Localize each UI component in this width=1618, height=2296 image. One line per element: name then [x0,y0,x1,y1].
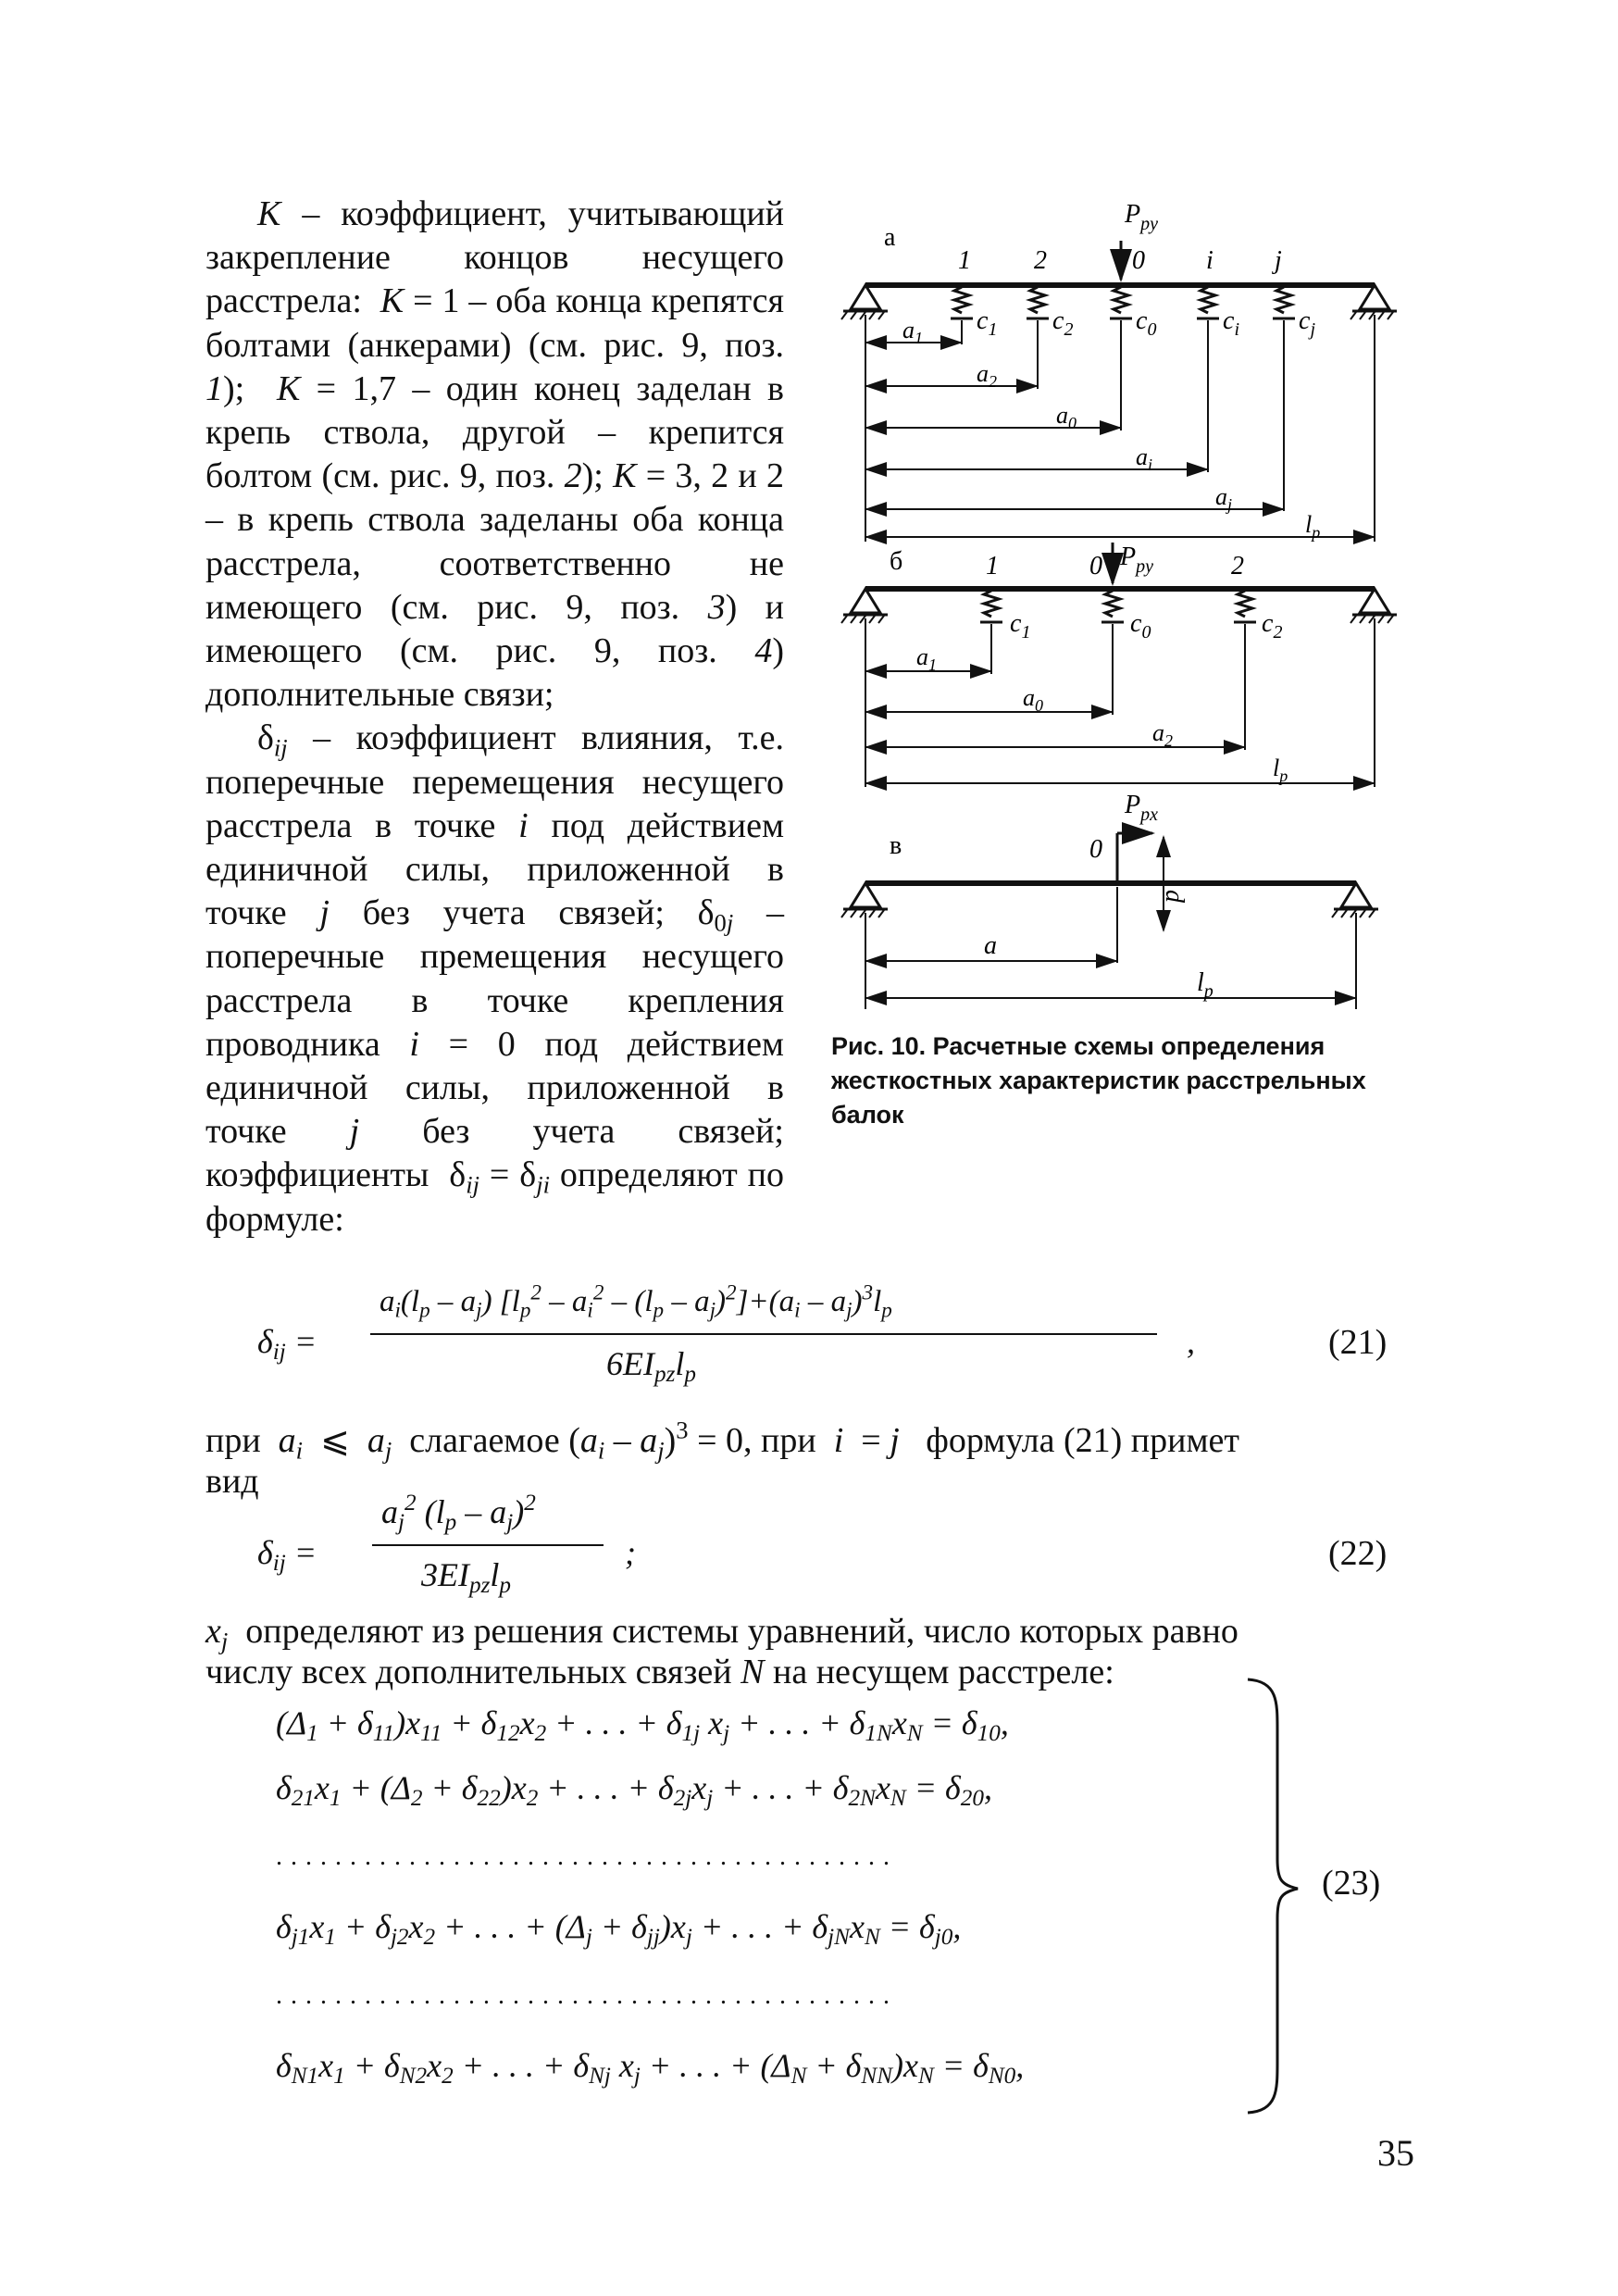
scheme-c [841,791,1378,1009]
figure-10-schemes [838,194,1412,1009]
scheme-b-spring-label: $c_1$ [1010,609,1031,643]
formula-22-denominator: $3EI_{pz}l_p$ [421,1556,511,1599]
scheme-b-point-label: 1 [986,552,999,580]
scheme-a-spring-label: $c_i$ [1223,306,1239,340]
formula-21-denominator: $6EI_{pz}l_p$ [606,1345,696,1388]
scheme-a-spring-label: $c_1$ [977,306,998,340]
formula-22-numerator: $a_j^2$ $(l_p - a_j)^2$ [381,1491,536,1536]
formula-21-numerator: $a_i(l_p - a_j)$ $[l_p^2 - a_i^2 - (l_p - a_j)^2]+(a_i - a_j)^3l_p$ [380,1279,892,1322]
scheme-a-dim-label: $a_2$ [977,360,997,391]
system-right-brace [1240,1674,1305,2118]
scheme-a-dim-label: $a_1$ [902,317,923,347]
scheme-c-dimensions [866,961,1355,998]
text-condition-line-2: вид [205,1462,259,1501]
scheme-a [841,200,1397,542]
left-text-column [205,193,784,1242]
text-condition-line: при $a_i$ ⩽ $a_j$ слагаемое $(a_i - a_j)^3 = 0$, при i = j формула (21) примет [205,1416,1240,1465]
scheme-a-point-label: 0 [1132,246,1145,275]
scheme-b-dimensions [866,671,1374,783]
scheme-b-dim-label: $a_2$ [1152,719,1173,750]
formula-21-comma: , [1187,1323,1195,1360]
scheme-c-letter: в [890,831,902,860]
scheme-b-dim-label: $l_р$ [1273,755,1288,785]
formula-21-fraction-bar [370,1333,1157,1335]
scheme-b-point-label: 0 [1089,552,1102,580]
formula-22-fraction-bar [372,1544,604,1546]
scheme-a-spring-label: $c_0$ [1136,306,1157,340]
scheme-b-spring-label: $c_0$ [1130,609,1151,643]
text-system-intro-1: $x_j$ определяют из решения системы уравнений, число которых равно [205,1612,1238,1655]
scheme-a-dim-label: $a_j$ [1215,483,1233,514]
scheme-b-springs [980,591,1256,622]
scheme-a-spring-label: $c_j$ [1299,306,1315,340]
scheme-a-point-label: 1 [958,246,971,275]
scheme-b-spring-label: $c_2$ [1262,609,1283,643]
scheme-a-letter: а [884,223,896,252]
scheme-b-letter: б [890,547,903,576]
scheme-a-point-label: 2 [1034,246,1047,275]
figure-caption: Рис. 10. Расчетные схемы определения жесткостных характеристик расстрельных балок [831,1032,1366,1129]
scheme-a-load-label: $P_{py}$ [1125,200,1158,234]
paragraph-influence-coefficient: $\delta_{ij}$ – коэффициент влияния, т.е. поперечные перемещения несущего расстрела в точке i под действием единичной силы, приложенной в точке j без учета связей; $\delta_{0j}$ – поперечные премещения несущего расстрела в точке крепления проводника i = 0 под действием единичной силы, приложенной в точке j без учета связей; коэффициенты $\delta_{ij} = \delta_{ji}$ определяют по формуле: [205,718,785,1239]
scheme-b-right-support [1350,589,1397,623]
scheme-c-offset-label: d [1160,890,1189,903]
scheme-c-dim-label: $l_р$ [1197,968,1214,1002]
scheme-c-left-support [841,883,888,917]
scheme-a-springs [951,287,1295,318]
scheme-a-dim-label: $l_р$ [1305,511,1321,542]
scheme-a-dim-label: $a_0$ [1056,402,1077,432]
text-system-intro-2: числу всех дополнительных связей N на несущем расстреле: [205,1653,1114,1691]
system-row: $(\Delta_1 + \delta_{11})x_{11} + \delta_{12}x_2$ + . . . + $\delta_{1j}$ $x_j$ + . . . + $\delta_{1N}x_N = \delta_{10}$, [276,1704,1009,1747]
formula-21-number: (21) [1328,1323,1388,1362]
paragraph-k-coefficient: K – коэффициент, учитывающий закрепление концов несущего расстрела: K = 1 – оба конца крепятся болтами (анкерами) (см. рис. 9, поз. 1); K = 1,7 – один конец заделан в крепь ствола, другой – крепится болтом (см. рис. 9, поз. 2); K = 3, 2 и 2 – в крепь ствола заделаны оба конца расстрела, соответственно не имеющего (см. рис. 9, поз. 3) и имеющего (см. рис. 9, поз. 4) дополнительные связи; [205,194,785,715]
page-number: 35 [1377,2132,1414,2174]
system-ellipsis-row: .......................................... [276,1981,898,2010]
scheme-a-left-support [841,285,888,319]
scheme-a-point-label: j [1275,246,1282,275]
scheme-c-right-support [1332,883,1378,917]
system-row: $\delta_{N1}x_1 + \delta_{N2}x_2$ + . . . + $\delta_{Nj}$ $x_j$ + . . . + $(\Delta_N + \delta_{NN})x_N = \delta_{N0}$, [276,2047,1025,2090]
scheme-a-spring-label: $c_2$ [1052,306,1074,340]
formula-21-lhs: $\delta_{ij}$ = [257,1323,317,1366]
scheme-b-load-label: $P_{py}$ [1120,543,1153,577]
scheme-a-right-support [1350,285,1397,319]
scheme-b-left-support [841,589,888,623]
scheme-c-offset-bracket [1117,833,1152,883]
scheme-b-dim-label: $a_1$ [916,643,937,674]
formula-22-semicolon: ; [625,1534,636,1571]
formula-23-number: (23) [1322,1864,1381,1903]
system-row: $\delta_{j1}x_1 + \delta_{j2}x_2$ + . . . + $(\Delta_j + \delta_{jj})x_j$ + . . . + $\delta_{jN}x_N = \delta_{j0}$, [276,1908,962,1951]
scheme-a-dim-label: $a_i$ [1136,443,1153,474]
scheme-b [841,543,1397,787]
scheme-b-dim-label: $a_0$ [1023,684,1043,715]
system-ellipsis-row: .......................................... [276,1842,898,1871]
scheme-b-point-label: 2 [1231,552,1244,580]
scheme-c-load-label: $P_{px}$ [1125,791,1158,825]
formula-22-number: (22) [1328,1534,1388,1573]
scheme-c-dim-label: a [984,931,997,960]
formula-22-lhs: $\delta_{ij}$ = [257,1534,317,1577]
scheme-c-point-label: 0 [1089,835,1102,864]
scheme-a-point-label: i [1206,246,1214,275]
system-row: $\delta_{21}x_1 + (\Delta_2 + \delta_{22})x_2$ + . . . + $\delta_{2j}x_j$ + . . . + $\delta_{2N}x_N = \delta_{20}$, [276,1769,992,1812]
